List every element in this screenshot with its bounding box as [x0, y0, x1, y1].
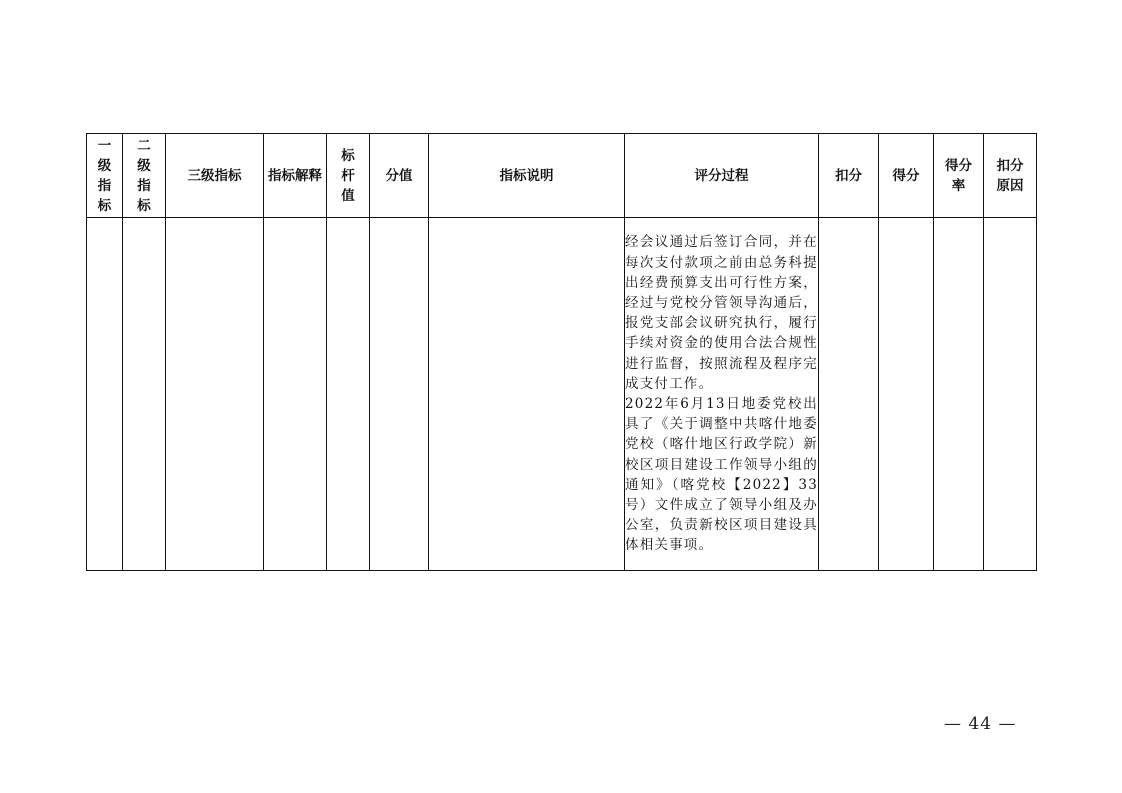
cell-score-obtained: [879, 218, 934, 571]
header-row: [87, 134, 1037, 218]
cell-benchmark-value: [327, 218, 370, 571]
header-level3-indicator: 三级指标: [166, 134, 264, 218]
process-paragraph: 2022年6月13日地委党校出具了《关于调整中共喀什地委党校（喀什地区行政学院）新校区项目建设工作领导小组的通知》（喀党校【2022】33号）文件成立了领导小组及办公室，负责新校区项目建设具体相关事项。: [625, 396, 818, 554]
process-paragraph: 经会议通过后签订合同，并在每次支付款项之前由总务科提出经费预算支出可行性方案，经过与党校分管领导沟通后，报党支部会议研究执行，履行手续对资金的使用合法合规性进行监督，按照流程及程序完成支付工作。: [625, 234, 818, 392]
header-level2-indicator: 二级指标: [123, 134, 166, 218]
header-score-obtained: 得分: [879, 134, 934, 218]
table-body: [87, 218, 1037, 571]
cell-indicator-explanation: [264, 218, 327, 571]
header-deduction-reason: 扣分原因: [984, 134, 1037, 218]
header-deduction: 扣分: [819, 134, 879, 218]
header-score-rate: 得分率: [934, 134, 984, 218]
scoring-table: [86, 133, 1037, 571]
page-number: — 44 —: [944, 714, 1017, 734]
cell-level1-indicator: [87, 218, 123, 571]
cell-score-rate: [934, 218, 984, 571]
cell-scoring-process: [625, 218, 819, 571]
table-row: [87, 218, 1037, 571]
cell-deduction-reason: [984, 218, 1037, 571]
header-scoring-process: 评分过程: [625, 134, 819, 218]
cell-level3-indicator: [166, 218, 264, 571]
cell-score-value: [370, 218, 429, 571]
header-indicator-description: 指标说明: [429, 134, 625, 218]
header-benchmark-value: 标杆值: [327, 134, 370, 218]
header-indicator-explanation: 指标解释: [264, 134, 327, 218]
cell-indicator-description: [429, 218, 625, 571]
header-score-value: 分值: [370, 134, 429, 218]
table-header: [87, 134, 1037, 218]
cell-deduction: [819, 218, 879, 571]
cell-level2-indicator: [123, 218, 166, 571]
header-level1-indicator: 一级指标: [87, 134, 123, 218]
